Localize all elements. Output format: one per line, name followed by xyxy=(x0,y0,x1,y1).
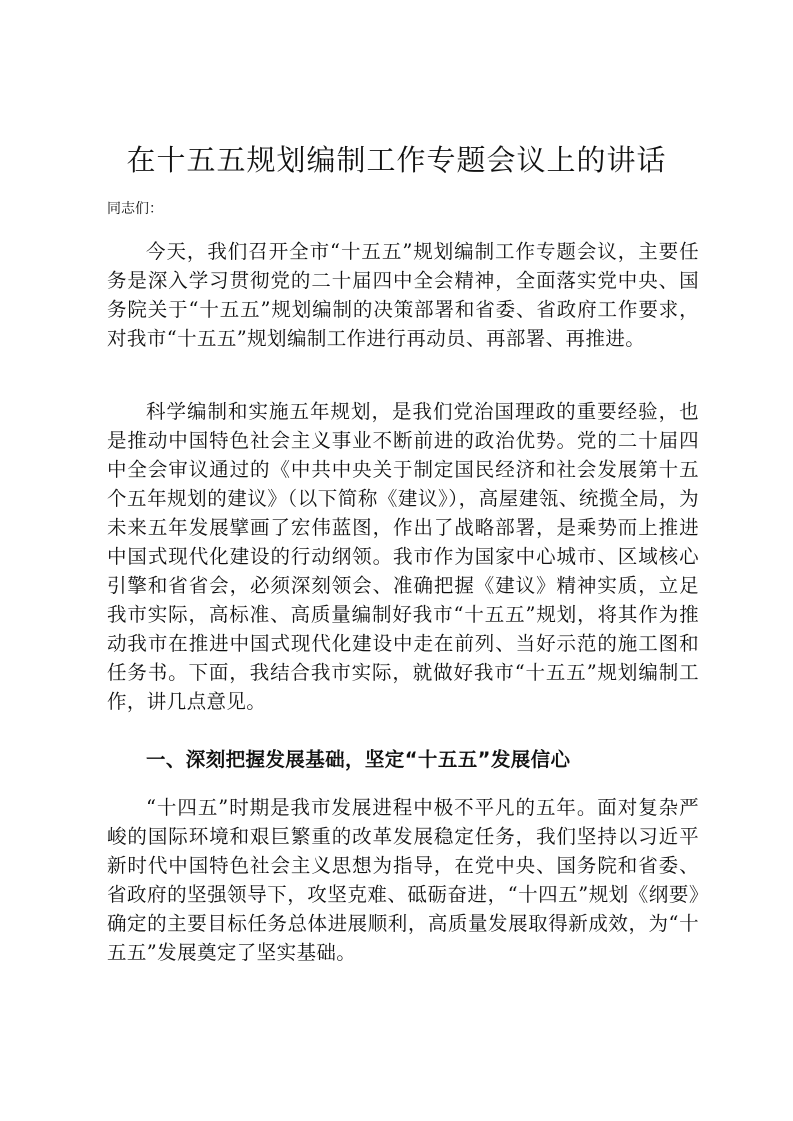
salutation: 同志们： xyxy=(107,201,163,217)
paragraph-section-one: “十四五”时期是我市发展进程中极不平凡的五年。面对复杂严峻的国际环境和艰巨繁重的改革发展稳定任务，我们坚持以习近平新时代中国特色社会主义思想为指导，在党中央、国务院和省委、省政府的坚强领导下，攻坚克难、砥砺奋进，“十四五”规划《纲要》确定的主要目标任务总体进展顺利，高质量发展取得新成效，为“十五五”发展奠定了坚实基础。 xyxy=(107,796,699,964)
document-title: 在十五五规划编制工作专题会议上的讲话 xyxy=(126,143,667,177)
section-heading: 一、深刻把握发展基础，坚定“十五五”发展信心 xyxy=(146,748,571,771)
paragraph-intro: 今天，我们召开全市“十五五”规划编制工作专题会议，主要任务是深入学习贯彻党的二十届四中全会精神，全面落实党中央、国务院关于“十五五”规划编制的决策部署和省委、省政府工作要求，对我市“十五五”规划编制工作进行再动员、再部署、再推进。 xyxy=(107,240,699,350)
paragraph-planning-significance: 科学编制和实施五年规划，是我们党治国理政的重要经验，也是推动中国特色社会主义事业不断前进的政治优势。党的二十届四中全会审议通过的《中共中央关于制定国民经济和社会发展第十五个五年规划的建议》（以下简称《建议》），高屋建瓴、统揽全局，为未来五年发展擘画了宏伟蓝图，作出了战略部署，是乘势而上推进中国式现代化建设的行动纲领。我市作为国家中心城市、区域核心引擎和省省会，必须深刻领会、准确把握《建议》精神实质，立足我市实际，高标准、高质量编制好我市“十五五”规划，将其作为推动我市在推进中国式现代化建设中走在前列、当好示范的施工图和任务书。下面，我结合我市实际，就做好我市“十五五”规划编制工作，讲几点意见。 xyxy=(107,400,699,713)
